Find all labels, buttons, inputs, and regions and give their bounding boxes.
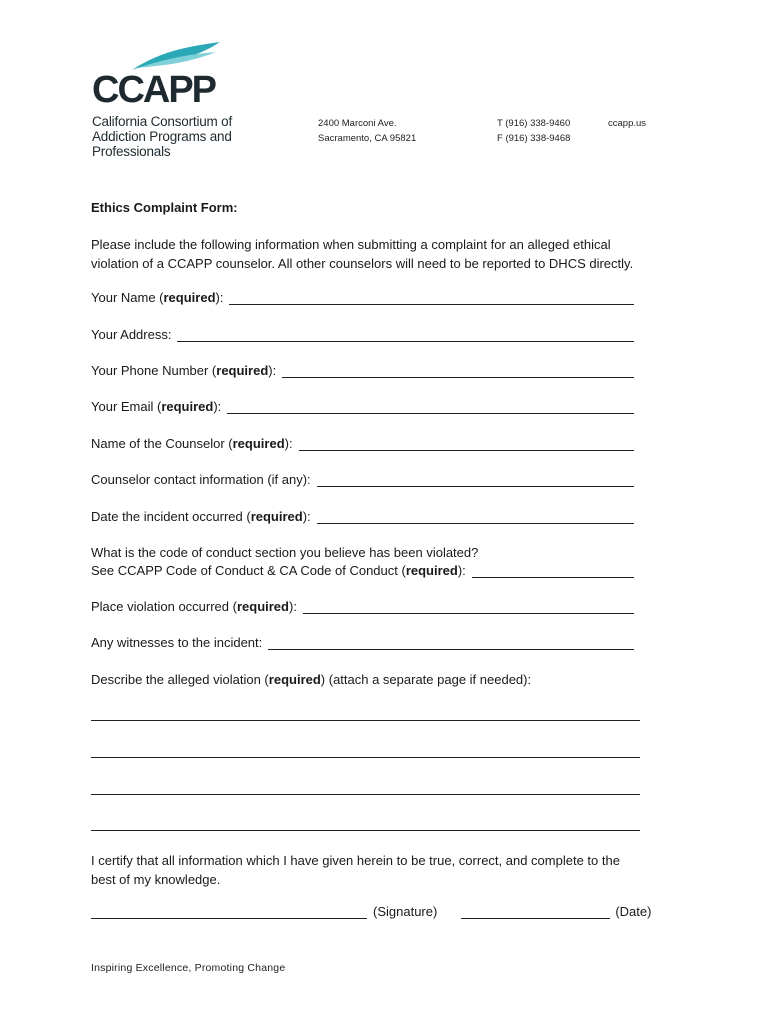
address-block: 2400 Marconi Ave. Sacramento, CA 95821 <box>318 118 417 144</box>
your-address-field[interactable]: Your Address: <box>91 327 634 342</box>
certification-statement: I certify that all information which I have given herein to be true, correct, and complete to the best of my knowledge. <box>91 853 620 887</box>
your-address-input-line[interactable] <box>177 329 634 342</box>
your-email-field[interactable]: Your Email (required): <box>91 399 634 414</box>
description-line[interactable] <box>91 830 640 831</box>
ccapp-logo <box>92 40 222 110</box>
description-line[interactable] <box>91 720 640 721</box>
incident-date-field[interactable]: Date the incident occurred (required): <box>91 509 634 524</box>
date-input-line[interactable] <box>461 906 610 919</box>
code-question: What is the code of conduct section you believe has been violated? <box>91 545 479 560</box>
describe-violation-label: Describe the alleged violation (required) (attach a separate page if needed): <box>91 672 532 687</box>
organization-name: California Consortium of Addiction Programs and Professionals <box>92 114 233 159</box>
your-phone-field[interactable]: Your Phone Number (required): <box>91 363 634 378</box>
intro-text: Please include the following information when submitting a complaint for an alleged ethical violation of a CCAPP counselor. All other counselors will need to be reported to DHCS directly. <box>91 237 634 271</box>
your-name-input-line[interactable] <box>229 292 634 305</box>
your-name-field[interactable]: Your Name (required): <box>91 290 634 305</box>
svg-text:CCAPP: CCAPP <box>92 69 216 110</box>
description-line[interactable] <box>91 757 640 758</box>
place-violation-field[interactable]: Place violation occurred (required): <box>91 599 634 614</box>
code-of-conduct-input-line[interactable] <box>472 565 634 578</box>
counselor-contact-field[interactable]: Counselor contact information (if any): <box>91 472 634 487</box>
your-phone-input-line[interactable] <box>282 365 634 378</box>
witnesses-input-line[interactable] <box>268 637 634 650</box>
code-of-conduct-field[interactable]: See CCAPP Code of Conduct & CA Code of Conduct (required): <box>91 563 634 578</box>
signature-label: (Signature) <box>373 904 438 919</box>
counselor-name-field[interactable]: Name of the Counselor (required): <box>91 436 634 451</box>
witnesses-field[interactable]: Any witnesses to the incident: <box>91 635 634 650</box>
counselor-contact-input-line[interactable] <box>317 474 634 487</box>
signature-row <box>91 904 651 919</box>
phone-block: T (916) 338-9460 F (916) 338-9468 <box>497 118 571 144</box>
website-link[interactable]: ccapp.us <box>608 118 647 129</box>
counselor-name-input-line[interactable] <box>299 438 634 451</box>
form-title: Ethics Complaint Form: <box>91 200 238 215</box>
your-email-input-line[interactable] <box>227 401 634 414</box>
date-label: (Date) <box>615 904 652 919</box>
footer-tagline: Inspiring Excellence, Promoting Change <box>91 962 286 974</box>
incident-date-input-line[interactable] <box>317 511 634 524</box>
signature-input-line[interactable] <box>91 906 367 919</box>
place-violation-input-line[interactable] <box>303 601 634 614</box>
description-line[interactable] <box>91 794 640 795</box>
